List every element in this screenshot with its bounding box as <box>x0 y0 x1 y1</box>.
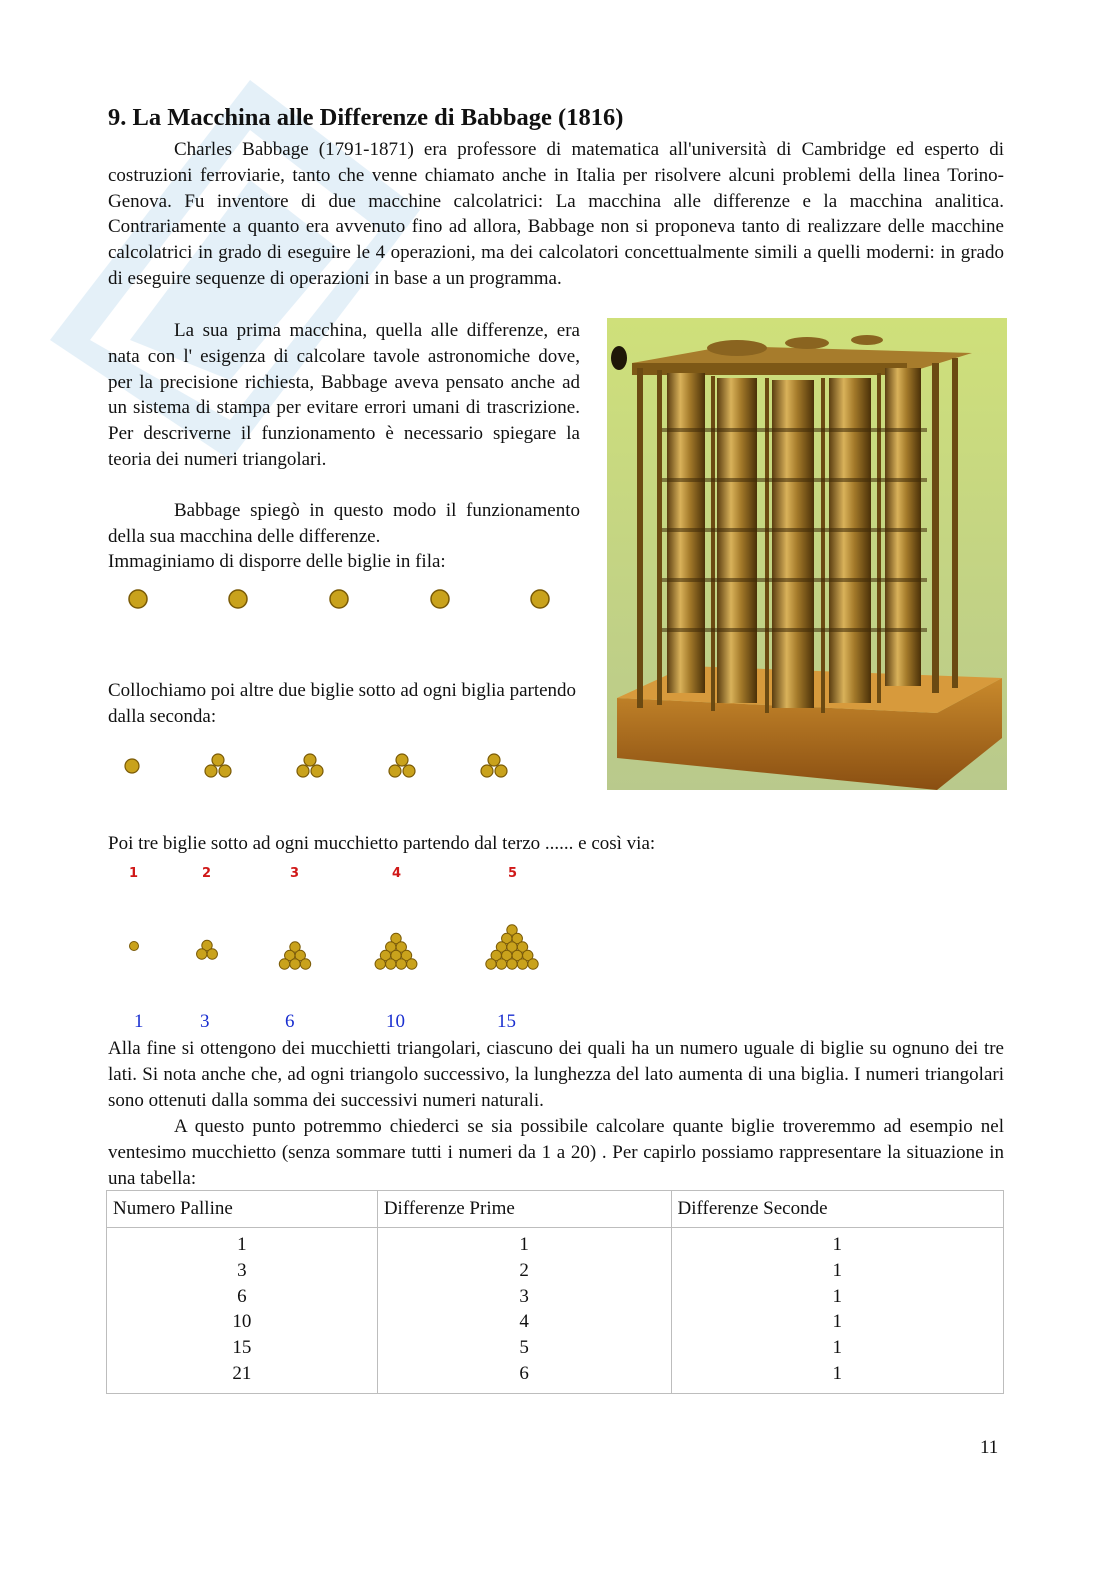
table-cell: 1 <box>832 1259 843 1281</box>
table-cell: 15 <box>232 1337 252 1359</box>
column-differenze-prime <box>377 1228 671 1394</box>
marble <box>528 959 538 969</box>
table-cell: 1 <box>832 1234 843 1255</box>
triangle-index-2: 2 <box>202 866 212 881</box>
marbles-row-1 <box>110 585 580 615</box>
marble-group-3 <box>297 754 323 777</box>
triangular-pile-3 <box>279 942 310 969</box>
triangular-pile-2 <box>197 940 218 959</box>
intro-paragraph: Charles Babbage (1791-1871) era professore di matematica all'università di Cambridge ed esperto di costruzioni ferroviarie, tanto che venne chiamato anche in Italia per risolvere alcuni problemi della linea Torino-Genova. Fu inventore di due macchine calcolatrici: La macchina alle differenze e la macchina analitica. Contrariamente a quanto era avvenuto fino ad allora, Babbage non si proponeva tanto di realizzare delle macchine calcolatrici in grado di eseguire le 4 operazioni, ma dei calcolatori concettualmente simili a quelli moderni: in grado di eseguire sequenze di operazioni in base a un programma. <box>108 139 1004 289</box>
marble <box>300 959 310 969</box>
table-cell: 6 <box>519 1362 529 1384</box>
table-cell: 3 <box>237 1259 247 1281</box>
table-header-differenze-prime: Differenze Prime <box>377 1191 671 1228</box>
marble <box>486 959 496 969</box>
marble <box>517 959 527 969</box>
section-title: 9. La Macchina alle Differenze di Babbage (1816) <box>108 104 624 131</box>
marble <box>375 959 385 969</box>
table-cell: 3 <box>519 1285 529 1307</box>
table-cell: 1 <box>832 1311 843 1333</box>
first-machine-paragraph: La sua prima macchina, quella alle differenze, era nata con l' esigenza di calcolare tavole astronomiche dove, per la precisione richiesta, Babbage aveva pensato anche ad un sistema di stampa per evitare errori umani di trascrizione. Per descriverne il funzionamento è necessario spiegare la teoria dei numeri triangolari. <box>108 320 580 470</box>
marble <box>125 759 139 773</box>
marble <box>130 942 139 951</box>
table-cell: 1 <box>832 1285 843 1307</box>
place-two-paragraph: Collochiamo poi altre due biglie sotto ad ogni biglia partendo dalla seconda: <box>108 680 577 727</box>
marbles-row-2 <box>115 748 535 788</box>
imagine-line: Immaginiamo di disporre delle biglie in fila: <box>108 551 446 572</box>
table-row <box>107 1228 1004 1394</box>
triangle-index-4: 4 <box>392 866 402 881</box>
marble <box>279 959 289 969</box>
triangular-piles <box>110 910 570 980</box>
marble <box>386 959 396 969</box>
marble-group-3 <box>481 754 507 777</box>
explanation-paragraph: Babbage spiegò in questo modo il funzionamento della sua macchina delle differenze. <box>108 500 580 547</box>
table-cell: 1 <box>519 1234 529 1255</box>
triangular-number-3: 3 <box>200 1011 210 1032</box>
column-numero-palline <box>107 1228 378 1394</box>
table-cell: 1 <box>832 1362 843 1384</box>
triangular-pile-1 <box>130 942 139 951</box>
table-header-row <box>107 1191 1004 1228</box>
triangular-pile-4 <box>375 933 417 969</box>
triangle-index-1: 1 <box>129 866 139 881</box>
marble <box>207 949 217 959</box>
question-paragraph: A questo punto potremmo chiederci se sia possibile calcolare quante biglie troveremmo ad esempio nel ventesimo mucchietto (senza sommare tutti i numeri da 1 a 20) . Per capirlo possiamo rappresentare la situazione in una tabella: <box>108 1116 1004 1189</box>
table-cell: 4 <box>519 1311 529 1333</box>
column-differenze-seconde <box>671 1228 1003 1394</box>
triangular-pile-5 <box>486 925 538 969</box>
marble <box>407 959 417 969</box>
marble <box>496 959 506 969</box>
page-number: 11 <box>980 1437 999 1458</box>
triangle-index-5: 5 <box>508 866 518 881</box>
result-paragraph: Alla fine si ottengono dei mucchietti triangolari, ciascuno dei quali ha un numero uguale di biglie su ognuno dei tre lati. Si nota anche che, ad ogni triangolo successivo, la lunghezza del lato aumenta di una biglia. I numeri triangolari sono ottenuti dalla somma dei successivi numeri naturali. <box>108 1038 1004 1111</box>
marble <box>290 959 300 969</box>
three-more-line: Poi tre biglie sotto ad ogni mucchietto partendo dal terzo ...... e così via: <box>108 833 656 854</box>
marble <box>129 590 549 608</box>
table-cell: 21 <box>232 1362 252 1384</box>
triangular-number-1: 1 <box>134 1011 144 1032</box>
marble <box>396 959 406 969</box>
table-cell: 1 <box>237 1234 247 1255</box>
table-cell: 5 <box>519 1337 529 1359</box>
differences-table <box>106 1190 1004 1394</box>
table-header-numero-palline: Numero Palline <box>107 1191 378 1228</box>
marble <box>507 959 517 969</box>
triangular-number-6: 6 <box>285 1011 295 1032</box>
triangle-index-3: 3 <box>290 866 300 881</box>
table-cell: 6 <box>237 1285 247 1307</box>
triangular-number-10: 10 <box>386 1011 405 1032</box>
triangular-number-15: 15 <box>497 1011 516 1032</box>
marble-group-3 <box>205 754 231 777</box>
difference-engine-photo <box>607 318 1007 790</box>
marble <box>197 949 207 959</box>
marble-group-3 <box>389 754 415 777</box>
table-header-differenze-seconde: Differenze Seconde <box>671 1191 1003 1228</box>
table-cell: 1 <box>832 1337 843 1359</box>
table-cell: 10 <box>232 1311 252 1333</box>
table-cell: 2 <box>519 1259 529 1281</box>
